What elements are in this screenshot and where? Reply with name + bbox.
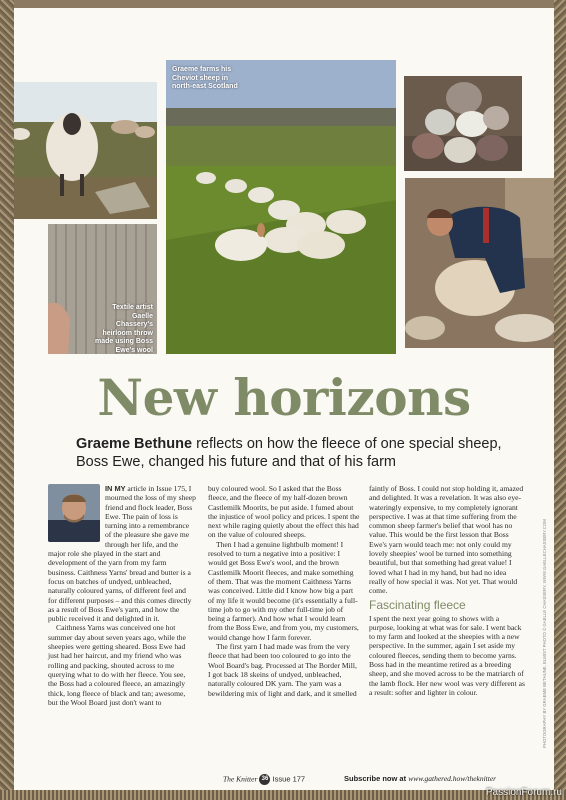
main-photo-caption: Graeme farms his Cheviot sheep in north-east Scotland bbox=[172, 66, 238, 90]
author-name: Graeme Bethune bbox=[76, 436, 193, 452]
article-standfirst bbox=[76, 436, 516, 471]
photo-credit-text: PHOTOGRAPHY BY GRAEME BETHUNE, ELMIST PHOTO © GAELLE CHASSERY, WWW.GAELLECHASSERY.COM bbox=[542, 519, 547, 748]
body-paragraph: buy coloured wool. So I asked that the Boss fleece, and the fleece of my half-dozen brown Castlemilk Moorits, be put aside. I fumed about the injustice of wool policy and prices. I spent the next while raging quietly about the effect this had on the value of coloured sheeps. bbox=[208, 484, 360, 540]
section-subhead: Fascinating fleece bbox=[369, 597, 466, 612]
tweed-border-left bbox=[0, 0, 14, 800]
body-paragraph: Caithness Yarns was conceived one hot summer day about seven years ago, while the sheepies were getting sheared. Boss Ewe had just had her haircut, and my friend who was rolling and packing, shouted across to me querying what to do with her fleece. You see, the Boss had a coloured fleece, an amazingly thick, long fleece of black and tan; awesome, but the Wool Board just don't want to bbox=[48, 623, 186, 707]
magazine-page bbox=[14, 8, 554, 790]
page-number: 36 bbox=[259, 774, 270, 785]
magazine-name: The Knitter bbox=[223, 774, 258, 784]
issue-number: Issue 177 bbox=[272, 774, 306, 784]
photo-credit bbox=[535, 519, 547, 748]
shearing-photo bbox=[405, 178, 554, 348]
page-footer-right bbox=[344, 774, 496, 783]
tweed-border-bottom bbox=[0, 790, 566, 800]
sheep-portrait-photo bbox=[14, 82, 157, 219]
body-paragraph: Then I had a genuine lightbulb moment! I resolved to turn a negative into a positive: I would get Boss Ewe's wool, and the brown Castlemilk Moorit fleeces, and make something of them. That was the moment Caithness Yarns was conceived. Little did I know how big a part of my life it would become (it's essentially a full-time job to go with my other full-time job of being a farmer). And how what I would learn from the Boss Ewe, and from you, my customers, would change how I farm forever. bbox=[208, 539, 359, 642]
watermark: PassionForum.ru bbox=[485, 787, 562, 798]
throw-photo-caption: Textile artist Gaelle Chassery's heirloom throw made using Boss Ewe's wool bbox=[95, 304, 153, 354]
subscribe-link[interactable]: www.gathered.how/theknitter bbox=[408, 774, 497, 783]
flock-main-photo bbox=[166, 60, 396, 354]
body-column-1 bbox=[48, 484, 196, 707]
subscribe-label: Subscribe now at bbox=[344, 774, 409, 783]
yarn-skeins-photo bbox=[404, 76, 522, 171]
page-footer-left bbox=[223, 774, 305, 785]
body-paragraph: The first yarn I had made was from the very fleece that had been too coloured to go into the Wool Board's bag. Processed at The Border Mill, I got back 18 skeins of undyed, unbleached, naturally coloured DK yarn. The yarn was a bewildering mix of light and dark, and it smelled bbox=[208, 642, 357, 698]
tweed-border-right bbox=[554, 0, 566, 800]
standfirst-text: reflects on how the fleece of one special sheep, Boss Ewe, changed his future and that of his farm bbox=[76, 436, 502, 470]
body-column-3 bbox=[369, 484, 525, 697]
knitted-throw-photo bbox=[48, 224, 157, 354]
body-column-2 bbox=[208, 484, 360, 698]
body-paragraph: I spent the next year going to shows with a purpose, looking at what was for sale. I went back to my farm and looked at the sheepies with a new perspective. In the summer, again I set aside my coloured fleeces, sending them to become yarns. Boss had in the meantime retired as a breeding sheep, and she moved across to be the matriarch of the lamb flock. Her new wool was very different as a result: softer and lighter in colour. bbox=[369, 613, 525, 697]
article-headline: New horizons bbox=[97, 368, 471, 427]
author-photo bbox=[48, 484, 100, 542]
lead-in: IN MY bbox=[105, 484, 126, 493]
body-paragraph: faintly of Boss. I could not stop holding it, amazed and delighted. It was a revelation. It was also eye-wateringly expensive, to my completely ignorant perspective. I was at that time suffering from the common sheep farmer's belief that wool has no value. This would be the first lesson that Boss Ewe's yarn would teach me: not only could my lovely sheepies' wool be turned into something beautiful, but that something had great value! I loved what I had in my hand, but had no idea really of how special it was. Not yet. That would come. bbox=[369, 484, 524, 596]
body-paragraph: article in Issue 175, I mourned the loss of my sheep friend and flock leader, Boss Ewe. The pain of loss is turning into a remembrance of the pleasure she gave me through her life, and the major role she played in the start and development of the yarn from my farm business. Caithness Yarns' bread and butter is a focus on batches of undyed, unbleached, naturally coloured yarns, of different feel and for different purposes – and this comes directly as a result of Boss Ewe's yarn, and how the public received it and delighted in it. bbox=[48, 484, 196, 624]
